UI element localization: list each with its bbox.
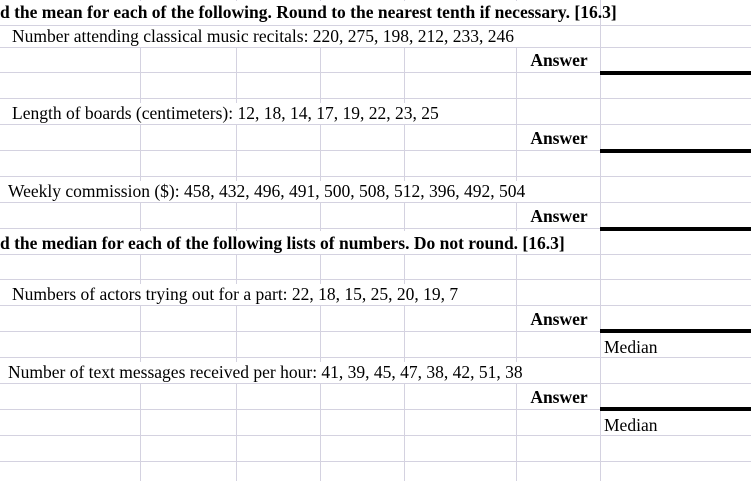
problem-2-answer-line[interactable]	[600, 149, 751, 153]
mean-section-heading[interactable]: d the mean for each of the following. Round to the nearest tenth if necessary. [16.3]	[0, 2, 617, 22]
problem-1-text[interactable]: Number attending classical music recitals: 220, 275, 198, 212, 233, 246	[12, 26, 515, 46]
problem-3-text[interactable]: Weekly commission ($): 458, 432, 496, 491, 500, 508, 512, 396, 492, 504	[8, 181, 526, 201]
problem-3-answer-line[interactable]	[600, 227, 751, 231]
problem-1-answer-line[interactable]	[600, 71, 751, 75]
grid-row-line	[0, 47, 751, 48]
grid-row-line	[0, 279, 751, 280]
grid-row-line	[0, 98, 751, 99]
grid-row-line	[0, 461, 751, 462]
problem-4-median-label: Median	[604, 337, 658, 357]
problem-4-text[interactable]: Numbers of actors trying out for a part: 22, 18, 15, 25, 20, 19, 7	[12, 284, 459, 304]
median-section-heading[interactable]: d the median for each of the following lists of numbers. Do not round. [16.3]	[0, 233, 565, 253]
problem-2-answer-label: Answer	[530, 128, 588, 148]
grid-row-line	[0, 176, 751, 177]
grid-row-line	[0, 124, 751, 125]
grid-row-line	[0, 305, 751, 306]
grid-row-line	[0, 254, 751, 255]
problem-4-answer-label: Answer	[530, 309, 588, 329]
problem-5-text[interactable]: Number of text messages received per hour: 41, 39, 45, 47, 38, 42, 51, 38	[8, 362, 523, 382]
problem-3-answer-label: Answer	[530, 206, 588, 226]
problem-2-text[interactable]: Length of boards (centimeters): 12, 18, 14, 17, 19, 22, 23, 25	[12, 103, 439, 123]
problem-1-answer-label: Answer	[530, 50, 588, 70]
grid-row-line	[0, 202, 751, 203]
grid-row-line	[0, 435, 751, 436]
grid-row-line	[0, 357, 751, 358]
grid-row-line	[0, 383, 751, 384]
problem-4-answer-line[interactable]	[600, 329, 751, 333]
problem-5-median-label: Median	[604, 415, 658, 435]
problem-5-answer-label: Answer	[530, 387, 588, 407]
problem-5-answer-line[interactable]	[600, 407, 751, 411]
